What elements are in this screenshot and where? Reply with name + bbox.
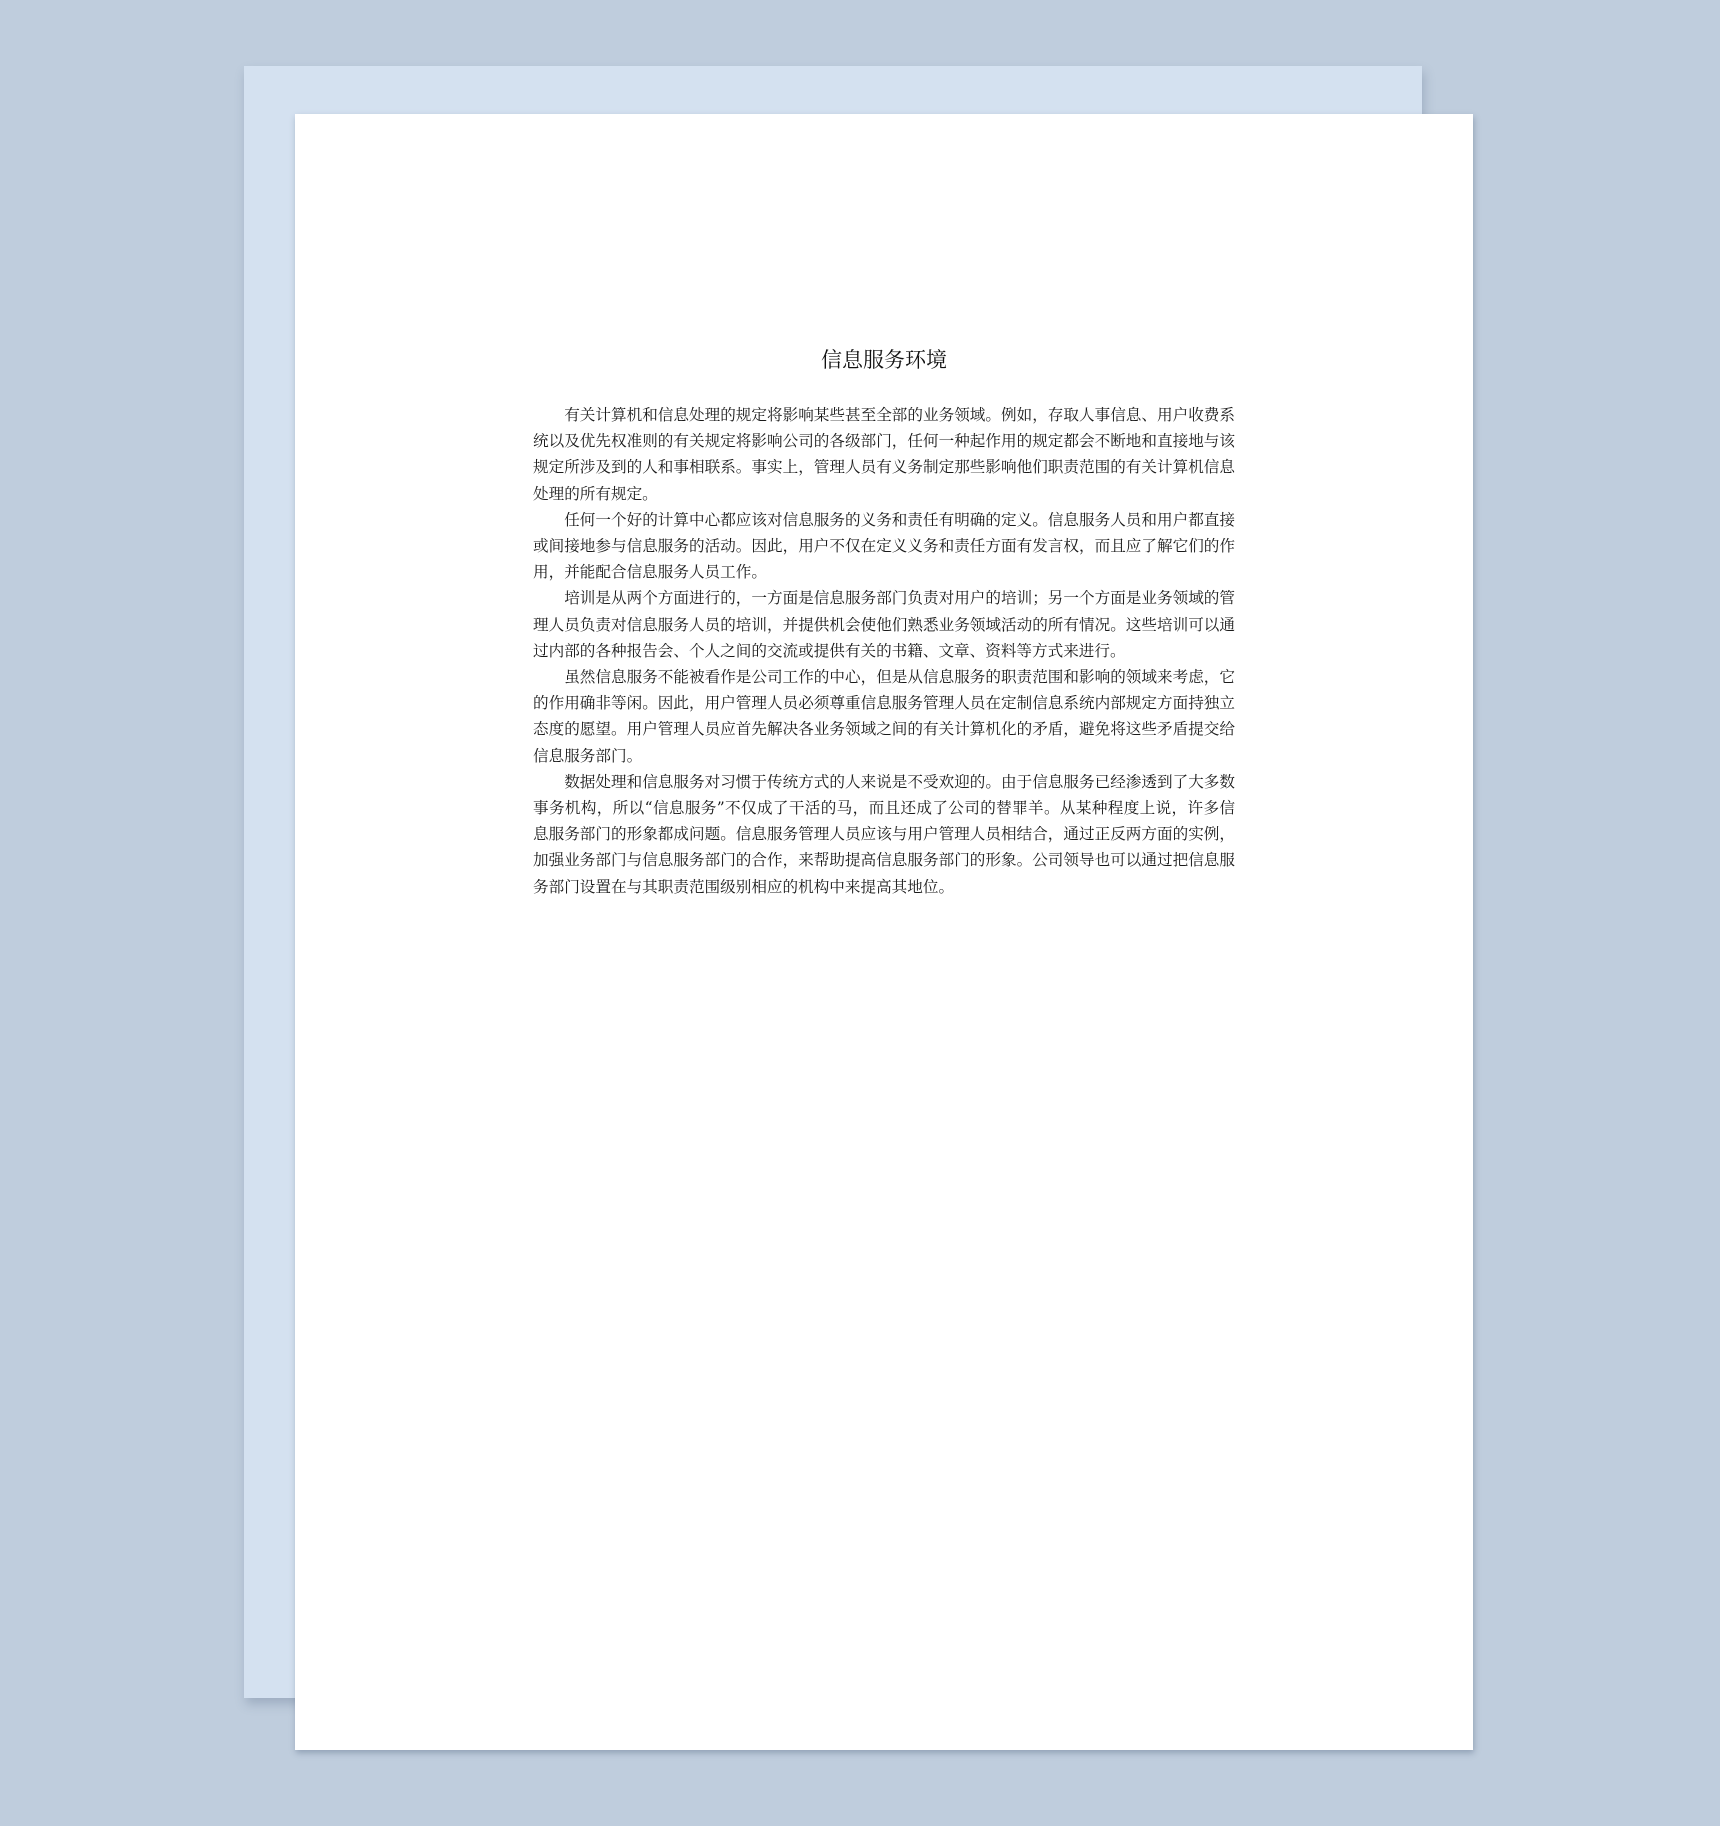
document-title: 信息服务环境 [821,348,947,372]
paragraph: 虽然信息服务不能被看作是公司工作的中心，但是从信息服务的职责范围和影响的领域来考虑，它的作用确非等闲。因此，用户管理人员必须尊重信息服务管理人员在定制信息系统内部规定方面持独立态度的愿望。用户管理人员应首先解决各业务领域之间的有关计算机化的矛盾，避免将这些矛盾提交给信息服务部门。 [533,668,1235,765]
paragraph: 任何一个好的计算中心都应该对信息服务的义务和责任有明确的定义。信息服务人员和用户都直接或间接地参与信息服务的活动。因此，用户不仅在定义义务和责任方面有发言权，而且应了解它们的作用，并能配合信息服务人员工作。 [533,510,1235,582]
document-page [295,114,1473,1750]
paragraph: 有关计算机和信息处理的规定将影响某些甚至全部的业务领域。例如，存取人事信息、用户收费系统以及优先权准则的有关规定将影响公司的各级部门，任何一种起作用的规定都会不断地和直接地与该规定所涉及到的人和事相联系。事实上，管理人员有义务制定那些影响他们职责范围的有关计算机信息处理的所有规定。 [533,406,1235,503]
paragraph: 数据处理和信息服务对习惯于传统方式的人来说是不受欢迎的。由于信息服务已经渗透到了大多数事务机构，所以“信息服务”不仅成了干活的马，而且还成了公司的替罪羊。从某种程度上说，许多信息服务部门的形象都成问题。信息服务管理人员应该与用户管理人员相结合，通过正反两方面的实例，加强业务部门与信息服务部门的合作，来帮助提高信息服务部门的形象。公司领导也可以通过把信息服务部门设置在与其职责范围级别相应的机构中来提高其地位。 [533,772,1235,896]
paragraph: 培训是从两个方面进行的，一方面是信息服务部门负责对用户的培训；另一个方面是业务领域的管理人员负责对信息服务人员的培训，并提供机会使他们熟悉业务领域活动的所有情况。这些培训可以通过内部的各种报告会、个人之间的交流或提供有关的书籍、文章、资料等方式来进行。 [533,589,1235,660]
document-body [533,402,1235,900]
